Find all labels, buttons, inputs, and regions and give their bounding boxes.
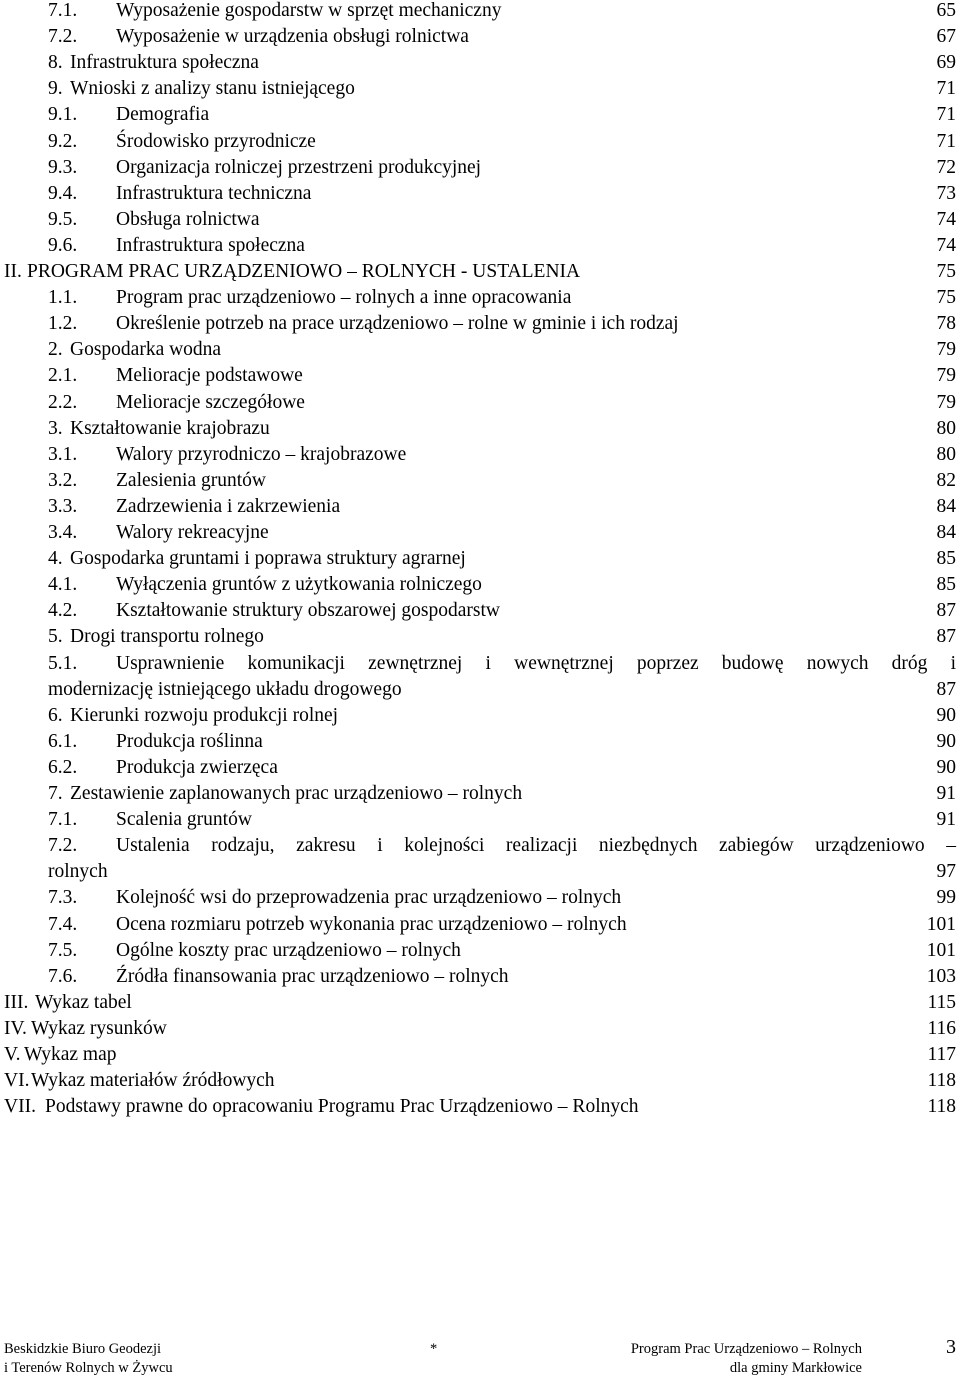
toc-entry-page: 78 [936,313,956,335]
toc-entry-title: Produkcja zwierzęca [116,756,278,778]
toc-entry-page: 116 [927,1017,956,1039]
toc-entry-number: 6. [48,704,63,726]
toc-entry-title: Wnioski z analizy stanu istniejącego [70,78,355,100]
toc-entry-title: Wykaz materiałów źródłowych [31,1070,275,1092]
toc-entry-title: Program prac urządzeniowo – rolnych a inne opracowania [116,287,572,309]
toc-entry[interactable] [0,76,960,102]
toc-entry[interactable] [0,494,960,520]
toc-entry-page: 85 [936,548,956,570]
toc-entry-number: 7.6. [48,965,78,987]
toc-entry-page: 73 [936,182,956,204]
footer-separator: * [430,1341,438,1357]
toc-entry-title: Kształtowanie krajobrazu [70,417,270,439]
toc-entry-page: 67 [936,26,956,48]
toc-entry-page: 82 [936,469,956,491]
toc-entry-title: Wyposażenie gospodarstw w sprzęt mechaniczny [116,0,502,21]
toc-entry-title: Walory przyrodniczo – krajobrazowe [116,443,407,465]
toc-entry-title: Źródła finansowania prac urządzeniowo – rolnych [116,965,509,987]
toc-entry-title: Melioracje podstawowe [116,365,303,387]
toc-entry-number: 9. [48,78,63,100]
toc-entry-number: 5.1. [48,652,78,674]
toc-entry-number: 7.1. [48,0,78,21]
toc-entry-title: Infrastruktura społeczna [70,52,259,74]
toc-entry-number: 9.6. [48,234,78,256]
toc-entry[interactable] [0,964,960,990]
toc-entry-page: 90 [936,704,956,726]
toc-entry-title: Określenie potrzeb na prace urządzeniowo – rolne w gminie i ich rodzaj [116,313,679,335]
toc-entry[interactable] [0,442,960,468]
toc-entry-title: Melioracje szczegółowe [116,391,305,413]
toc-entry[interactable] [0,468,960,494]
toc-entry-title: Wykaz tabel [35,991,132,1013]
toc-entry[interactable] [0,311,960,337]
toc-entry-page: 90 [936,756,956,778]
toc-entry[interactable] [0,912,960,938]
toc-entry[interactable] [0,363,960,389]
toc-entry-number: 7.1. [48,809,78,831]
toc-entry[interactable] [0,155,960,181]
toc-entry-number: 2. [48,339,63,361]
toc-entry-title: Wyłączenia gruntów z użytkowania rolniczego [116,574,482,596]
toc-entry-title: Wykaz rysunków [31,1017,167,1039]
toc-entry-number: III. [4,991,29,1013]
toc-entry-page: 74 [936,234,956,256]
footer-company-line2: i Terenów Rolnych w Żywcu [4,1360,173,1376]
toc-entry-page: 87 [936,626,956,648]
footer-company-line1: Beskidzkie Biuro Geodezji [4,1341,162,1357]
toc-entry-number: 9.4. [48,182,78,204]
toc-entry[interactable] [0,129,960,155]
toc-entry-page: 75 [936,261,956,282]
toc-entry[interactable] [0,651,960,677]
toc-entry[interactable] [0,24,960,50]
toc-entry-continuation[interactable] [0,859,960,885]
toc-entry[interactable] [0,0,960,24]
toc-entry-title: Kształtowanie struktury obszarowej gospodarstw [116,600,500,622]
toc-entry-number: 6.1. [48,730,78,752]
toc-entry-page: 87 [936,678,956,700]
toc-entry-page: 84 [936,495,956,517]
toc-entry-page: 74 [936,208,956,230]
toc-entry-title: Infrastruktura techniczna [116,182,312,204]
toc-entry-title: Ustalenia rodzaju, zakresu i kolejności realizacji niezbędnych zabiegów urządzeniowo – [116,835,956,857]
toc-entry[interactable] [0,181,960,207]
toc-entry-title: Kolejność wsi do przeprowadzenia prac urządzeniowo – rolnych [116,887,622,909]
toc-entry-number: 3.3. [48,495,78,517]
footer-document-line1: Program Prac Urządzeniowo – Rolnych [630,1341,862,1357]
toc-entry-number: 5. [48,626,63,648]
toc-entry-number: 4.1. [48,574,78,596]
toc-entry[interactable] [0,755,960,781]
toc-entry-title: Usprawnienie komunikacji zewnętrznej i wewnętrznej poprzez budowę nowych dróg i [116,652,956,674]
toc-entry-page: 90 [936,730,956,752]
toc-entry-page: 80 [936,417,956,439]
toc-entry-number: IV. [4,1017,27,1039]
toc-entry[interactable] [0,781,960,807]
toc-entry[interactable] [0,990,960,1016]
toc-entry-title: Demografia [116,104,210,126]
toc-entry-number: VII. [4,1096,36,1118]
toc-entry-title: Kierunki rozwoju produkcji rolnej [70,704,339,726]
toc-entry[interactable] [0,624,960,650]
toc-entry-title: Gospodarka gruntami i poprawa struktury agrarnej [70,548,466,570]
toc-entry-number: 9.2. [48,130,78,152]
toc-entry-title: Ogólne koszty prac urządzeniowo – rolnych [116,939,461,961]
toc-entry[interactable] [0,807,960,833]
toc-entry-title: Zalesienia gruntów [116,469,266,491]
toc-entry-number: 7.4. [48,913,78,935]
toc-entry-title-continued: rolnych [48,861,108,883]
toc-entry[interactable] [0,50,960,76]
toc-entry-page: 72 [936,156,956,178]
toc-entry-page: 101 [926,939,956,961]
toc-entry-number: 3.4. [48,522,78,543]
toc-entry[interactable] [0,1016,960,1042]
toc-entry-number: 4.2. [48,600,78,622]
toc-entry[interactable] [0,572,960,598]
toc-entry-title: PROGRAM PRAC URZĄDZENIOWO – ROLNYCH - USTALENIA [27,261,581,282]
toc-entry[interactable] [0,416,960,442]
toc-entry[interactable] [0,285,960,311]
footer-page-number: 3 [946,1336,956,1358]
toc-entry-page: 99 [936,887,956,909]
toc-entry-page: 97 [936,861,956,883]
toc-entry-number: 3.1. [48,443,78,465]
toc-entry-number: V. [4,1044,21,1065]
toc-entry[interactable] [0,885,960,911]
toc-entry-page: 118 [927,1070,956,1092]
toc-entry-number: 3.2. [48,469,78,491]
toc-entry-title: Środowisko przyrodnicze [116,130,316,152]
footer-document-line2: dla gminy Markłowice [729,1360,862,1376]
toc-entry-title: Organizacja rolniczej przestrzeni produkcyjnej [116,156,482,178]
toc-entry[interactable] [0,1094,960,1120]
toc-entry-number: 7.2. [48,26,78,48]
toc-entry-page: 71 [936,78,956,100]
toc-entry-title: Zadrzewienia i zakrzewienia [116,495,341,517]
toc-entry-number: 7.5. [48,939,78,961]
toc-entry-number: II. [4,261,22,282]
toc-entry-page: 79 [936,365,956,387]
toc-entry-page: 80 [936,443,956,465]
toc-entry-number: 7. [48,783,63,804]
toc-entry-continuation[interactable] [0,677,960,703]
toc-entry[interactable] [0,207,960,233]
toc-entry[interactable] [0,1042,960,1068]
toc-entry-page: 79 [936,391,956,413]
toc-entry-page: 91 [936,809,956,831]
toc-entry-number: 9.3. [48,156,78,178]
toc-entry-title: Scalenia gruntów [116,809,252,831]
toc-entry[interactable] [0,233,960,259]
toc-entry[interactable] [0,1068,960,1094]
toc-entry-page: 79 [936,339,956,361]
toc-entry[interactable] [0,703,960,729]
page-footer [0,1336,960,1389]
toc-entry-number: VI. [4,1070,30,1092]
toc-entry-title: Wyposażenie w urządzenia obsługi rolnictwa [116,26,469,48]
toc-entry-page: 75 [936,287,956,309]
toc-entry-number: 6.2. [48,756,78,778]
toc-entry-title: Obsługa rolnictwa [116,208,260,230]
toc-entry-number: 7.2. [48,835,78,857]
toc-entry-page: 65 [936,0,956,21]
toc-entry-title: Wykaz map [24,1044,117,1065]
toc-entry-title: Drogi transportu rolnego [70,626,264,648]
toc-entry[interactable] [0,102,960,128]
toc-entry[interactable] [0,598,960,624]
toc-entry[interactable] [0,259,960,285]
toc-entry[interactable] [0,938,960,964]
toc-entry-number: 7.3. [48,887,78,909]
toc-entry-page: 117 [927,1044,956,1065]
toc-entry-page: 115 [927,991,956,1013]
toc-entry-title: Walory rekreacyjne [116,522,269,543]
toc-entry-title: Infrastruktura społeczna [116,234,305,256]
toc-entry-page: 87 [936,600,956,622]
toc-entry-number: 2.2. [48,391,78,413]
toc-entry[interactable] [0,833,960,859]
toc-entry-page: 91 [936,783,956,804]
toc-entry-title: Ocena rozmiaru potrzeb wykonania prac urządzeniowo – rolnych [116,913,627,935]
toc-entry[interactable] [0,390,960,416]
toc-entry-page: 84 [936,522,956,543]
toc-entry-number: 2.1. [48,365,78,387]
toc-entry[interactable] [0,337,960,363]
toc-entry-number: 4. [48,548,63,570]
toc-entry-title: Gospodarka wodna [70,339,222,361]
toc-entry-page: 71 [936,130,956,152]
toc-entry-page: 101 [926,913,956,935]
toc-entry-number: 1.1. [48,287,78,309]
toc-entry-title: Zestawienie zaplanowanych prac urządzeniowo – rolnych [70,783,523,804]
toc-entry-number: 1.2. [48,313,78,335]
toc-entry[interactable] [0,729,960,755]
toc-entry-title-continued: modernizację istniejącego układu drogowego [48,678,402,700]
toc-entry-page: 71 [936,104,956,126]
toc-entry[interactable] [0,520,960,546]
toc-entry-title: Produkcja roślinna [116,730,263,752]
toc-entry-number: 3. [48,417,63,439]
toc-entry-number: 9.1. [48,104,78,126]
toc-entry-page: 69 [936,52,956,74]
toc-entry-page: 103 [926,965,956,987]
toc-entry[interactable] [0,546,960,572]
toc-entry-number: 8. [48,52,63,74]
toc-entry-page: 85 [936,574,956,596]
toc-entry-page: 118 [927,1096,956,1118]
toc-entry-number: 9.5. [48,208,78,230]
toc-entry-title: Podstawy prawne do opracowaniu Programu Prac Urządzeniowo – Rolnych [45,1096,639,1118]
